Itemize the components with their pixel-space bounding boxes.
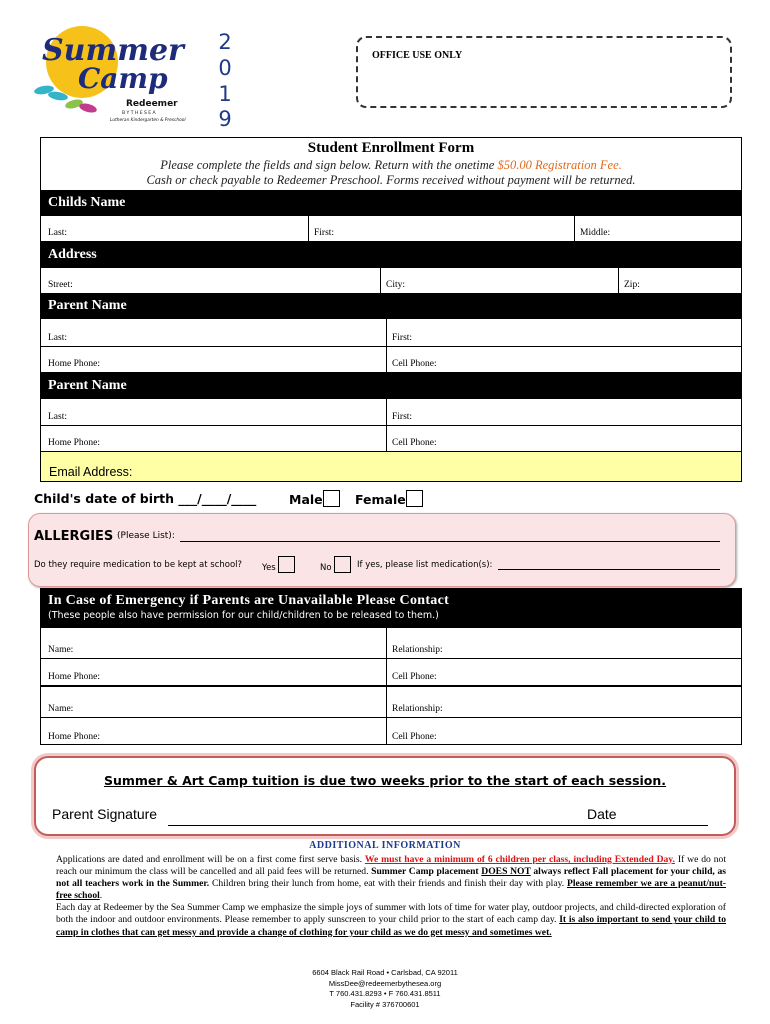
parent1-home-phone-field[interactable]: Home Phone: bbox=[48, 359, 100, 369]
logo-summer-text: Summer bbox=[42, 33, 184, 68]
logo-camp-text: Camp bbox=[78, 62, 168, 95]
child-middle-field[interactable]: Middle: bbox=[580, 228, 611, 238]
parent-signature-label: Parent Signature bbox=[52, 806, 158, 822]
male-option[interactable]: Male bbox=[289, 490, 340, 507]
emergency2-name-field[interactable]: Name: bbox=[48, 704, 74, 714]
office-use-box bbox=[356, 36, 732, 108]
allergies-label: ALLERGIES bbox=[34, 529, 114, 544]
allergies-hint: (Please List): bbox=[117, 531, 175, 541]
parent1-cell-phone-field[interactable]: Cell Phone: bbox=[392, 359, 437, 369]
address-header: Address bbox=[40, 242, 742, 268]
street-field[interactable]: Street: bbox=[48, 280, 73, 290]
date-label: Date bbox=[587, 806, 617, 822]
tuition-notice: Summer & Art Camp tuition is due two weeks prior to the start of each session. bbox=[103, 773, 667, 788]
emergency-subheader: (These people also have permission for our child/children to be released to them.) bbox=[48, 610, 439, 621]
footer-facility: Facility # 376700601 bbox=[350, 999, 420, 1009]
footer-email[interactable]: MissDee@redeemerbythesea.org bbox=[328, 978, 442, 988]
year-digit-2: 0 bbox=[218, 56, 232, 80]
registration-fee: $50.00 Registration Fee. bbox=[497, 158, 622, 172]
footer-street: 6604 Black Rail Road • Carlsbad, CA 92011 bbox=[312, 968, 458, 977]
parent-name-header-2: Parent Name bbox=[40, 373, 742, 399]
child-first-field[interactable]: First: bbox=[314, 228, 335, 238]
emergency1-name-field[interactable]: Name: bbox=[48, 645, 74, 655]
medication-question: Do they require medication to be kept at school? bbox=[34, 560, 243, 570]
parent1-name-row bbox=[40, 319, 742, 347]
additional-info-title: ADDITIONAL INFORMATION bbox=[309, 840, 461, 851]
emergency1-phone-row bbox=[40, 659, 742, 687]
form-intro-line-1: Please complete the fields and sign below. Return with the onetime $50.00 Registration Fee. bbox=[160, 158, 622, 172]
emergency2-name-row bbox=[40, 687, 742, 718]
parent2-name-row bbox=[40, 399, 742, 426]
year-digit-4: 9 bbox=[218, 107, 232, 131]
form-title: Student Enrollment Form bbox=[307, 140, 475, 156]
parent1-first-field[interactable]: First: bbox=[392, 333, 413, 343]
medication-no-checkbox[interactable] bbox=[334, 556, 351, 573]
parent2-home-phone-field[interactable]: Home Phone: bbox=[48, 438, 100, 448]
emergency2-phone-row bbox=[40, 718, 742, 745]
footer-address bbox=[200, 968, 570, 1010]
year-digit-1: 2 bbox=[218, 30, 232, 54]
male-checkbox[interactable] bbox=[323, 490, 340, 507]
address-row bbox=[40, 268, 742, 294]
allergies-section bbox=[28, 513, 736, 587]
medication-input-line[interactable] bbox=[498, 569, 720, 570]
parent-name-header-1: Parent Name bbox=[40, 293, 742, 319]
emergency2-cell-phone-field[interactable]: Cell Phone: bbox=[392, 732, 437, 742]
emergency1-name-row bbox=[40, 628, 742, 659]
parent2-first-field[interactable]: First: bbox=[392, 412, 413, 422]
footer-phone: T 760.431.8293 • F 760.431.8511 bbox=[329, 989, 441, 999]
office-use-label: OFFICE USE ONLY bbox=[372, 50, 463, 61]
emergency-header: In Case of Emergency if Parents are Unavailable Please Contact bbox=[48, 593, 450, 608]
form-intro-line-2: Cash or check payable to Redeemer Preschool. Forms received without payment will be returned. bbox=[146, 173, 636, 187]
medication-yes-checkbox[interactable] bbox=[278, 556, 295, 573]
medication-yes-option[interactable]: Yes bbox=[262, 556, 295, 573]
medication-no-option[interactable]: No bbox=[320, 556, 351, 573]
emergency1-home-phone-field[interactable]: Home Phone: bbox=[48, 672, 100, 682]
female-checkbox[interactable] bbox=[406, 490, 423, 507]
emergency2-relationship-field[interactable]: Relationship: bbox=[392, 704, 443, 714]
city-field[interactable]: City: bbox=[386, 280, 406, 290]
logo-lutheran: Lutheran Kindergarten & Preschool bbox=[110, 118, 186, 123]
childs-name-header: Childs Name bbox=[40, 190, 742, 216]
parent2-last-field[interactable]: Last: bbox=[48, 412, 67, 422]
signature-line[interactable] bbox=[168, 825, 708, 826]
emergency1-cell-phone-field[interactable]: Cell Phone: bbox=[392, 672, 437, 682]
email-address-field[interactable] bbox=[40, 451, 742, 482]
emergency2-home-phone-field[interactable]: Home Phone: bbox=[48, 732, 100, 742]
parent2-phone-row bbox=[40, 426, 742, 451]
tuition-signature-box bbox=[34, 756, 736, 836]
year-digit-3: 1 bbox=[218, 82, 232, 106]
logo-by-the-sea: B Y T H E S E A bbox=[122, 111, 156, 116]
female-option[interactable]: Female bbox=[355, 490, 423, 507]
childs-name-row bbox=[40, 216, 742, 242]
zip-field[interactable]: Zip: bbox=[624, 280, 640, 290]
email-label: Email Address: bbox=[49, 465, 133, 479]
allergies-input-line[interactable] bbox=[180, 541, 720, 542]
child-last-field[interactable]: Last: bbox=[48, 228, 67, 238]
emergency-header-bar bbox=[40, 588, 742, 628]
emergency1-relationship-field[interactable]: Relationship: bbox=[392, 645, 443, 655]
logo-redeemer: Redeemer bbox=[126, 99, 178, 109]
additional-info-text: Applications are dated and enrollment will be on a first come first serve basis. We must have a minimum of 6 children per class, including Extended Day. If we do not reach our minimum the class will be cancelled and all paid fees will be returned. Summer Camp placement DOES NOT always reflect Fall placement for your child, as not all teachers work in the Summer. Children bring their lunch from home, eat with their friends and finish their day with play. Please remember we are a peanut/nut-free school. Each day at Redeemer by the Sea Summer Camp we emphasize the simple joys of summer with lots of time for water play, outdoor projects, and child-directed exploration of both the indoor and outdoor environments. Please remember to apply sunscreen to your child prior to the start of each camp day. It is also important to send your child to camp in clothes that can get messy and provide a change of clothing for your child as we do get messy and sometimes wet. bbox=[56, 854, 727, 938]
summer-camp-logo bbox=[30, 20, 200, 130]
dob-field[interactable]: Child's date of birth ___/____/____ bbox=[34, 491, 257, 506]
parent1-last-field[interactable]: Last: bbox=[48, 333, 67, 343]
parent1-phone-row bbox=[40, 347, 742, 373]
medication-list-label: If yes, please list medication(s): bbox=[357, 560, 493, 570]
parent2-cell-phone-field[interactable]: Cell Phone: bbox=[392, 438, 437, 448]
